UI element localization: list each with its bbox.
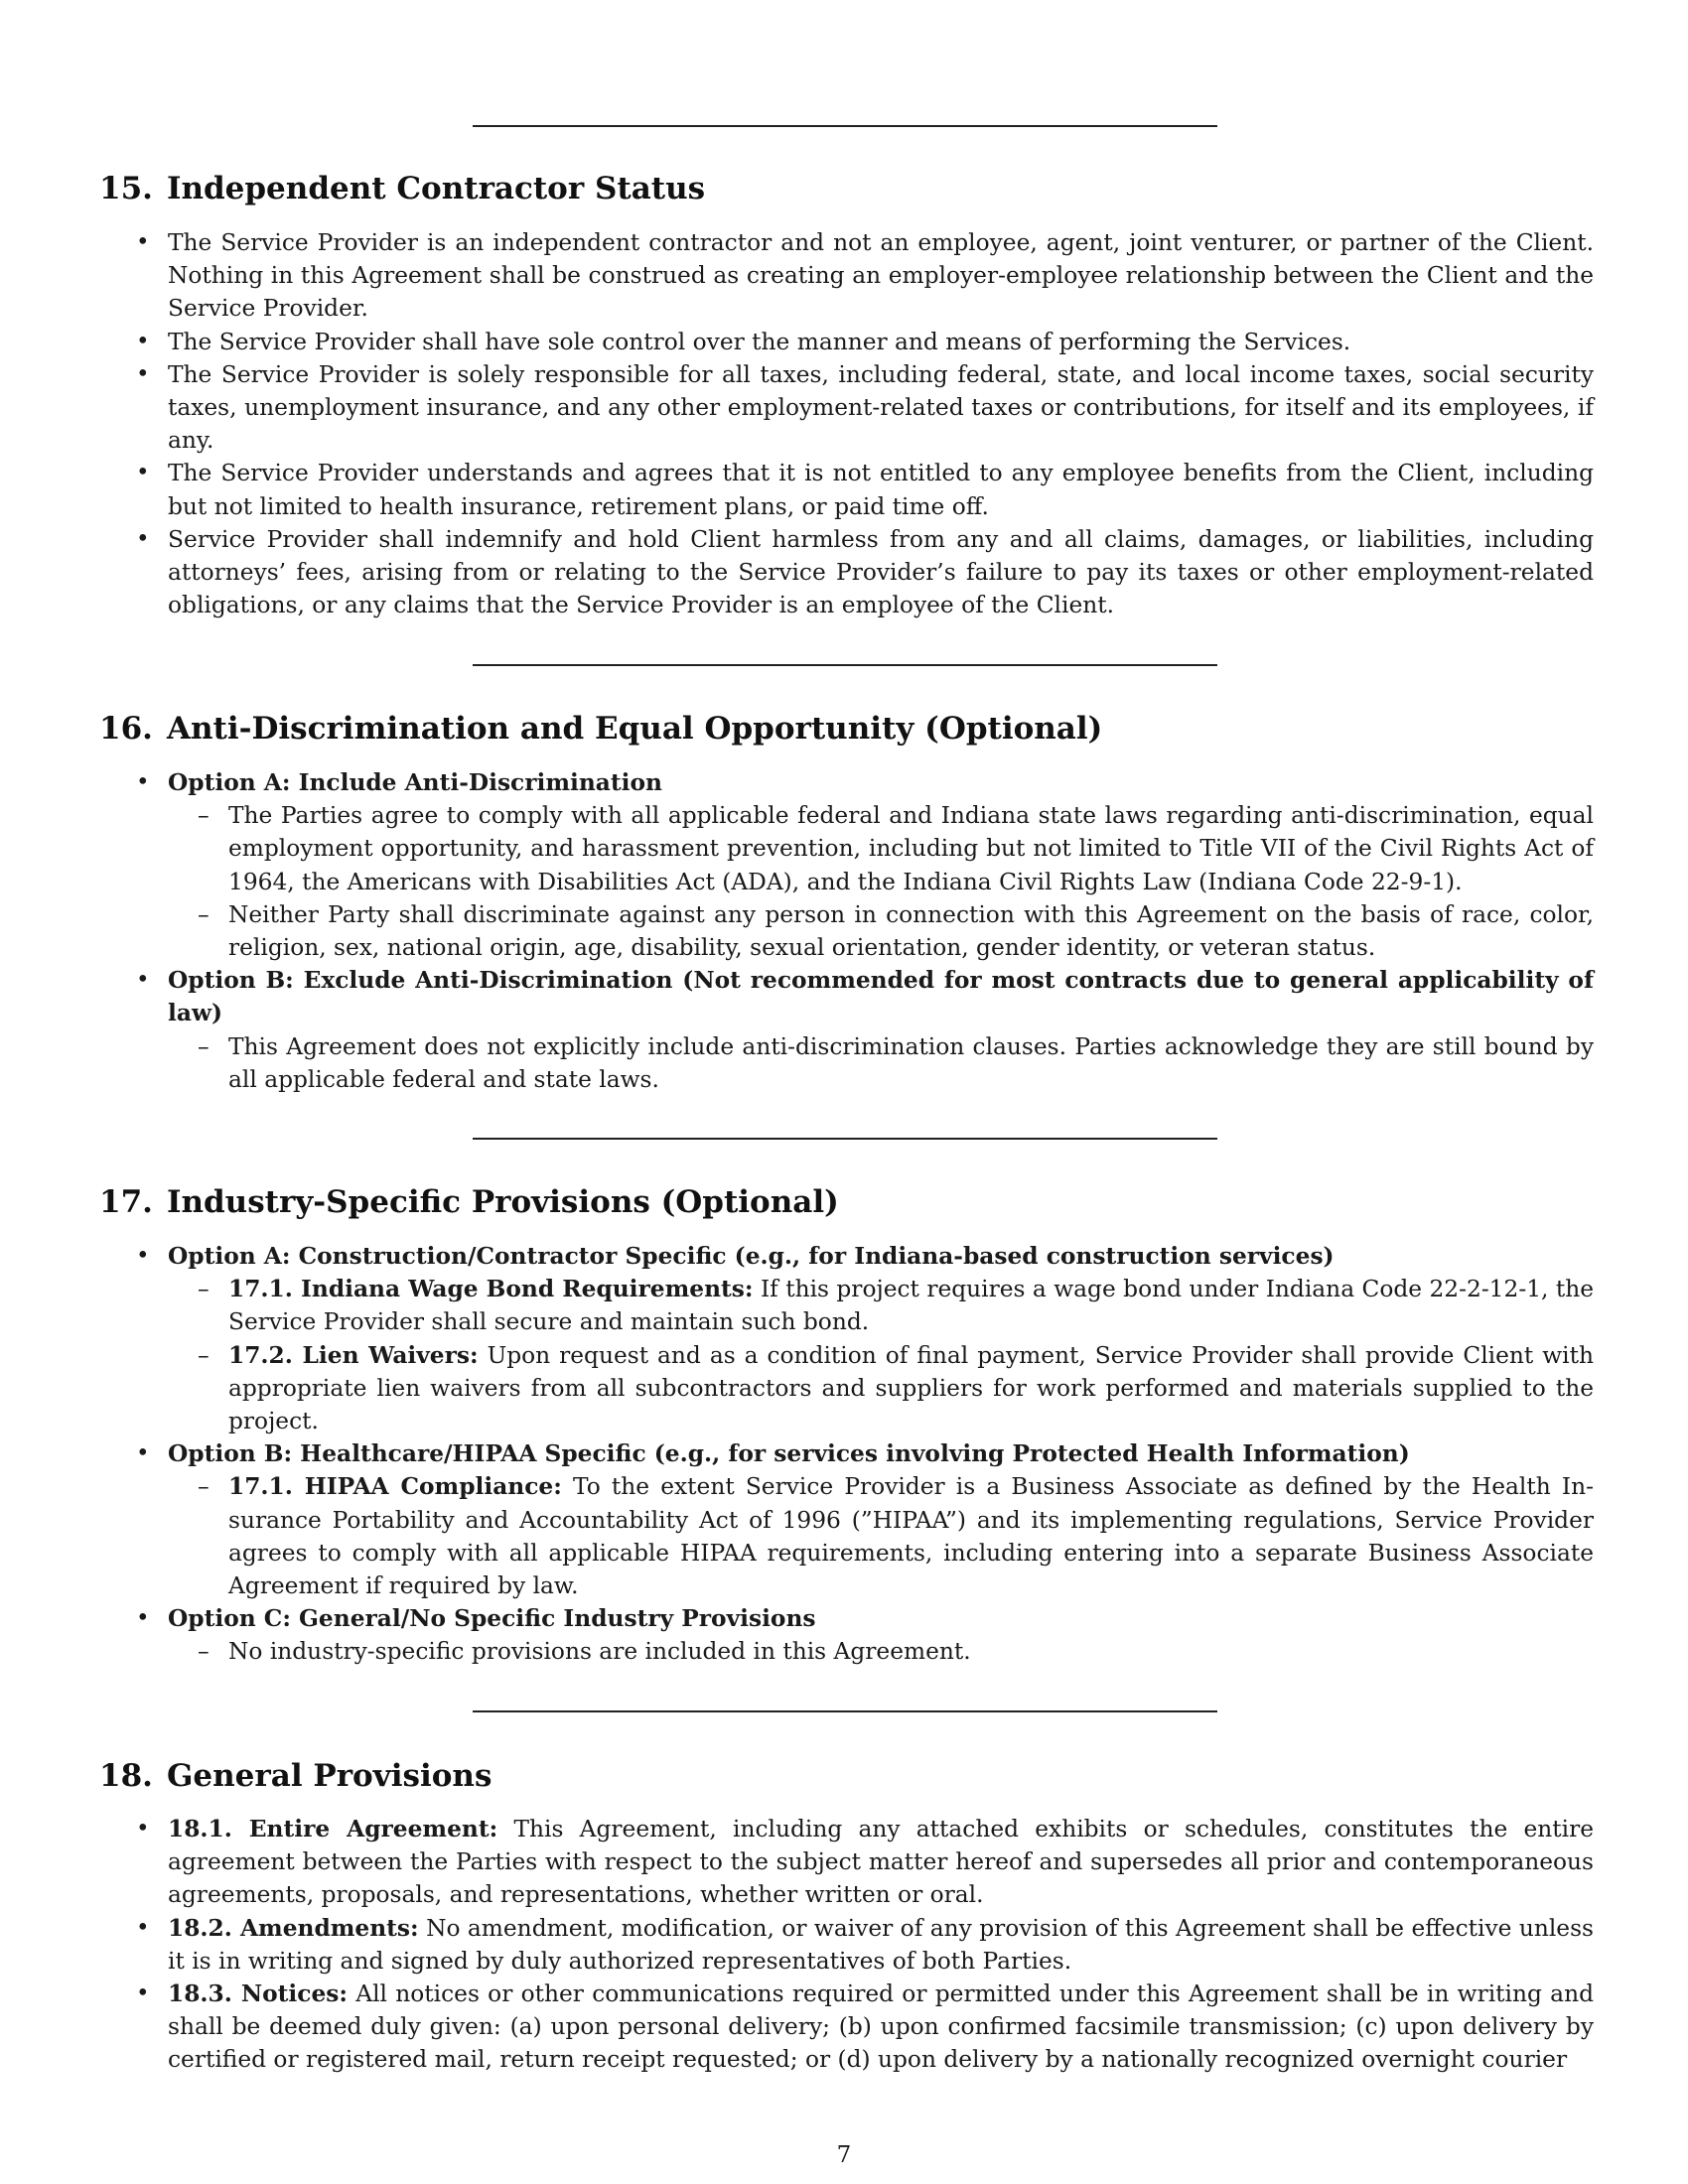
clause-label: 17.2. Lien Waivers:: [228, 1341, 479, 1369]
section-17-heading: 17. Industry-Specific Provisions (Optional): [99, 1184, 839, 1220]
sub-item: – The Parties agree to comply with all applicable federal and Indiana state laws regarding anti-discrimination, equal employment opportunity, and harassment prevention, including but not limited to Title VII of the Civil Rights Act of 1964, the Americans with Disabilities Act (ADA), and the Indiana Civil Rights Law (Indiana Code 22-9-1).: [168, 799, 1594, 898]
option-heading: Option C: General/No Specific Industry Provisions: [168, 1605, 816, 1633]
option-heading: Option A: Construction/Contractor Specific (e.g., for Indiana-based construction services): [168, 1243, 1335, 1270]
list-item: • 18.3. Notices: All notices or other communications required or permitted under this Agreement shall be in writing and shall be deemed duly given: (a) upon personal delivery; (b) upon confirmed facsimile transmission; (c) upon delivery by certified or registered mail, return receipt requested; or (d) upon delivery by a nationally recognized overnight courier: [99, 1978, 1594, 2077]
list-item: • 18.2. Amendments: No amendment, modification, or waiver of any provision of this Agreement shall be effective unless it is in writing and signed by duly authorized representatives of both Parties.: [99, 1912, 1594, 1978]
sub-item: – 17.1. Indiana Wage Bond Requirements: If this project requires a wage bond under Indiana Code 22-2-12-1, the Service Provider shall secure and maintain such bond.: [168, 1273, 1594, 1338]
section-16-heading: 16. Anti-Discrimination and Equal Opportunity (Optional): [99, 711, 1103, 747]
option-item: [99, 1437, 1594, 1602]
option-item: [99, 1602, 1594, 1668]
page-number: 7: [836, 2142, 852, 2168]
option-heading: Option A: Include Anti-Discrimination: [168, 769, 662, 796]
section-18-heading: 18. General Provisions: [99, 1758, 492, 1794]
list-item: • 18.1. Entire Agreement: This Agreement, including any attached exhibits or schedules, constitutes the entire agreement between the Parties with respect to the subject matter hereof and supersedes all prior and contemporaneous agreements, proposals, and representations, whether written or oral.: [99, 1813, 1594, 1912]
section-divider: [473, 125, 1217, 127]
list-item: • Service Provider shall indemnify and hold Client harmless from any and all claims, damages, or liabilities, including attorneys’ fees, arising from or relating to the Service Provider’s failure to pay its taxes or other employment-related obligations, or any claims that the Service Provider is an employee of the Client.: [99, 523, 1594, 622]
section-divider: [473, 1138, 1217, 1140]
option-item: [99, 1240, 1594, 1437]
sub-item: – No industry-specific provisions are included in this Agreement.: [168, 1635, 1594, 1668]
list-item: • The Service Provider is an independent contractor and not an employee, agent, joint venturer, or partner of the Client. Nothing in this Agreement shall be construed as creating an employer-employee relationship between the Client and the Service Provider.: [99, 226, 1594, 326]
clause-label: 17.1. Indiana Wage Bond Requirements:: [228, 1276, 754, 1303]
section-15-heading: 15. Independent Contractor Status: [99, 171, 706, 206]
section-divider: [473, 664, 1217, 666]
section-16-body: [99, 766, 1594, 1096]
list-item: • The Service Provider understands and agrees that it is not entitled to any employee benefits from the Client, including but not limited to health insurance, retirement plans, or paid time off.: [99, 457, 1594, 522]
list-item: • The Service Provider shall have sole control over the manner and means of performing the Services.: [99, 326, 1594, 358]
section-divider: [473, 1710, 1217, 1712]
clause-label: 18.1. Entire Agreement:: [168, 1816, 498, 1843]
section-15-body: [99, 226, 1594, 621]
clause-label: 18.2. Amendments:: [168, 1914, 419, 1942]
sub-item: – Neither Party shall discriminate against any person in connection with this Agreement on the basis of race, color, religion, sex, national origin, age, disability, sexual orientation, gender identity, or veteran status.: [168, 898, 1594, 964]
clause-label: 17.1. HIPAA Compliance:: [228, 1473, 562, 1501]
option-heading: Option B: Healthcare/HIPAA Specific (e.g., for services involving Protected Health Information): [168, 1440, 1410, 1468]
option-item: [99, 766, 1594, 964]
sub-item: – This Agreement does not explicitly include anti-discrimination clauses. Parties acknowledge they are still bound by all applicable federal and state laws.: [168, 1030, 1594, 1096]
section-18-body: [99, 1813, 1594, 2077]
list-item: • The Service Provider is solely responsible for all taxes, including federal, state, and local income taxes, social security taxes, unemployment insurance, and any other employment-related taxes or contributions, for itself and its employees, if any.: [99, 358, 1594, 458]
option-heading: Option B: Exclude Anti-Discrimination (Not recommended for most contracts due to general applicability of law): [168, 967, 1594, 1027]
section-17-body: [99, 1240, 1594, 1669]
clause-label: 18.3. Notices:: [168, 1980, 348, 2008]
sub-item: – 17.1. HIPAA Compliance: To the extent Service Provider is a Business Associate as defined by the Health Insurance Portability and Accountability Act of 1996 (”HIPAA”) and its implementing regulations, Service Provider agrees to comply with all applicable HIPAA requirements, including entering into a separate Business Associate Agreement if required by law.: [168, 1470, 1594, 1602]
sub-item: – 17.2. Lien Waivers: Upon request and as a condition of final payment, Service Provider shall provide Client with appropriate lien waivers from all subcontractors and suppliers for work performed and materials supplied to the project.: [168, 1339, 1594, 1438]
option-item: [99, 964, 1594, 1096]
